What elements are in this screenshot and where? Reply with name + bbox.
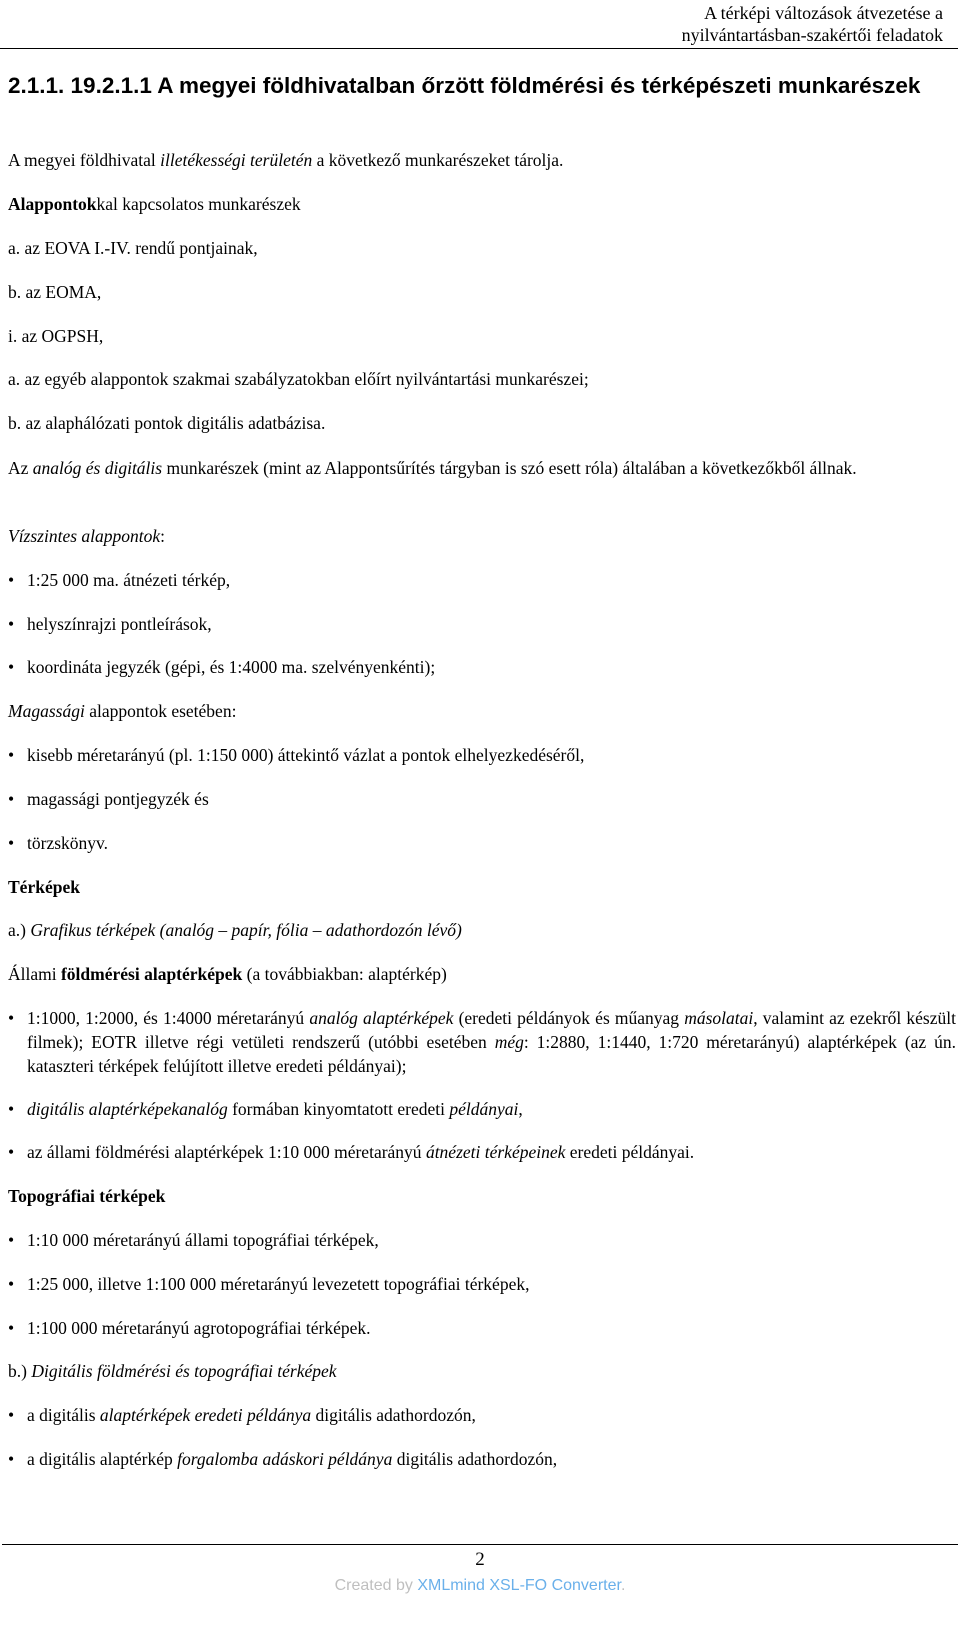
text-run: , valamint az ezekről készült filmek); EOTR illetve régi vetületi rendszerű (utóbbi esetében (27, 1008, 956, 1052)
list-item-text (27, 1140, 956, 1164)
analog-paragraph (8, 456, 956, 480)
list-item-text (27, 1006, 956, 1078)
list-item-text: 1:25 000 ma. átnézeti térkép, (27, 570, 231, 590)
vizszintes-heading (8, 524, 958, 548)
grafikus-italic: Grafikus térképek (analóg – papír, fólia – adathordozón lévő) (30, 920, 462, 940)
allami-text: Állami (8, 964, 61, 984)
italic-run: forgalomba adáskori példánya (177, 1449, 393, 1469)
bullet-icon: • (8, 1099, 15, 1119)
magassagi-text: alappontok esetében: (84, 701, 237, 721)
bullet-icon: • (8, 1274, 15, 1294)
list-item-text (27, 1097, 956, 1121)
text-run: digitális adathordozón, (311, 1405, 476, 1425)
text-run: a digitális alaptérkép (27, 1449, 178, 1469)
text-run: : 1:2880, 1:1440, 1:720 méretarányú) alaptérképek (az ún. kataszteri térképek felújított illetve eredeti példányai); (27, 1032, 956, 1076)
bullet-icon: • (8, 833, 15, 853)
italic-run: átnézeti térképeinek (425, 1142, 566, 1162)
text-run: formában kinyomtatott eredeti (227, 1099, 450, 1119)
item-marker: b. (8, 413, 22, 433)
list-item-text: 1:10 000 méretarányú állami topográfiai térképek, (27, 1230, 379, 1250)
footer-credit-text: Created by (334, 1577, 418, 1594)
vizszintes-colon: : (160, 526, 166, 546)
footer-credit-period: . (620, 1577, 626, 1594)
bullet-icon: • (8, 745, 15, 765)
list-item-text: 1:25 000, illetve 1:100 000 méretarányú levezetett topográfiai térképek, (27, 1274, 530, 1294)
bullet-icon: • (8, 1008, 15, 1028)
bullet-icon: • (8, 1142, 15, 1162)
footer-rule (2, 1544, 958, 1545)
item-marker: a. (8, 238, 21, 258)
footer-credit-link[interactable]: XMLmind XSL-FO Converter (417, 1577, 621, 1594)
lettered-item (8, 324, 958, 348)
topo-heading: Topográfiai térképek (8, 1186, 166, 1206)
item-text: az alaphálózati pontok digitális adatbázisa. (25, 413, 326, 433)
alappontok-heading (8, 192, 958, 216)
lettered-item (8, 236, 958, 260)
bullet-icon: • (8, 1318, 15, 1338)
item-marker: a. (8, 369, 21, 389)
text-run: (eredeti példányok és műanyag (453, 1008, 685, 1028)
item-text: az EOMA, (25, 282, 102, 302)
italic-run: digitális alaptérképekanalóg (27, 1099, 228, 1119)
list-item-text: kisebb méretarányú (pl. 1:150 000) áttekintő vázlat a pontok elhelyezkedéséről, (27, 745, 585, 765)
text-run: 1:1000, 1:2000, és 1:4000 méretarányú (27, 1008, 310, 1028)
magassagi-italic: Magassági (8, 701, 85, 721)
section-title: 2.1.1. 19.2.1.1 A megyei földhivatalban őrzött földmérési és térképészeti munkarészek (8, 73, 921, 98)
bullet-icon: • (8, 657, 15, 677)
intro-italic: illetékességi területén (160, 150, 313, 170)
bullet-icon: • (8, 1449, 15, 1469)
text-run: az állami földmérési alaptérképek 1:10 000 méretarányú (27, 1142, 426, 1162)
digital-italic: Digitális földmérési és topográfiai térképek (31, 1361, 337, 1381)
magassagi-heading (8, 699, 958, 723)
list-item-text: magassági pontjegyzék és (27, 789, 209, 809)
digital-marker: b.) (8, 1361, 32, 1381)
italic-run: alaptérképek eredeti példánya (99, 1405, 312, 1425)
intro-text-end: a következő munkarészeket tárolja. (312, 150, 564, 170)
italic-run: másolatai (684, 1008, 754, 1028)
terkepek-heading: Térképek (8, 877, 80, 897)
bullet-icon: • (8, 1405, 15, 1425)
list-item-text (27, 1403, 956, 1427)
digital-heading (8, 1359, 958, 1383)
page-number: 2 (475, 1549, 485, 1570)
list-item-text: koordináta jegyzék (gépi, és 1:4000 ma. szelvényenkénti); (27, 657, 436, 677)
text-run: , (518, 1099, 523, 1119)
bullet-icon: • (8, 1230, 15, 1250)
analog-italic: analóg és digitális (32, 458, 163, 478)
footer-credit (0, 1574, 960, 1598)
bullet-icon: • (8, 789, 15, 809)
italic-run: példányai (449, 1099, 519, 1119)
italic-run: analóg alaptérképek (309, 1008, 454, 1028)
list-item-text: 1:100 000 méretarányú agrotopográfiai térképek. (27, 1318, 371, 1338)
item-text: az egyéb alappontok szakmai szabályzatokban előírt nyilvántartási munkarészei; (24, 369, 589, 389)
analog-text: Az (8, 458, 33, 478)
item-marker: i. (8, 326, 18, 346)
intro-paragraph (8, 148, 958, 172)
running-header (0, 0, 958, 49)
bullet-icon: • (8, 570, 15, 590)
header-line-1: A térképi változások átvezetése a (704, 3, 943, 23)
text-run: eredeti példányai. (565, 1142, 695, 1162)
vizszintes-italic: Vízszintes alappontok (8, 526, 161, 546)
grafikus-heading (8, 918, 958, 942)
lettered-item (8, 280, 958, 304)
grafikus-marker: a.) (8, 920, 31, 940)
header-line-2: nyilvántartásban-szakértői feladatok (681, 25, 943, 45)
item-text: az EOVA I.-IV. rendű pontjainak, (24, 238, 258, 258)
text-run: a digitális (27, 1405, 100, 1425)
italic-run: még (494, 1032, 524, 1052)
intro-text: A megyei földhivatal (8, 150, 161, 170)
text-run: digitális adathordozón, (392, 1449, 558, 1469)
allami-bold: földmérési alaptérképek (60, 964, 243, 984)
item-text: az OGPSH, (21, 326, 104, 346)
item-marker: b. (8, 282, 22, 302)
bullet-icon: • (8, 614, 15, 634)
lettered-item (8, 411, 958, 435)
allami-paragraph (8, 962, 958, 986)
list-item-text (27, 1447, 956, 1471)
list-item-text: helyszínrajzi pontleírások, (27, 614, 212, 634)
allami-text-end: (a továbbiakban: alaptérkép) (242, 964, 447, 984)
alappontok-bold: Alappontok (8, 194, 97, 214)
lettered-item (8, 367, 958, 391)
analog-text-end: munkarészek (mint az Alappontsűrítés tárgyban is szó esett róla) általában a következőkből állnak. (162, 458, 857, 478)
list-item-text: törzskönyv. (27, 833, 109, 853)
alappontok-rest: kal kapcsolatos munkarészek (96, 194, 301, 214)
